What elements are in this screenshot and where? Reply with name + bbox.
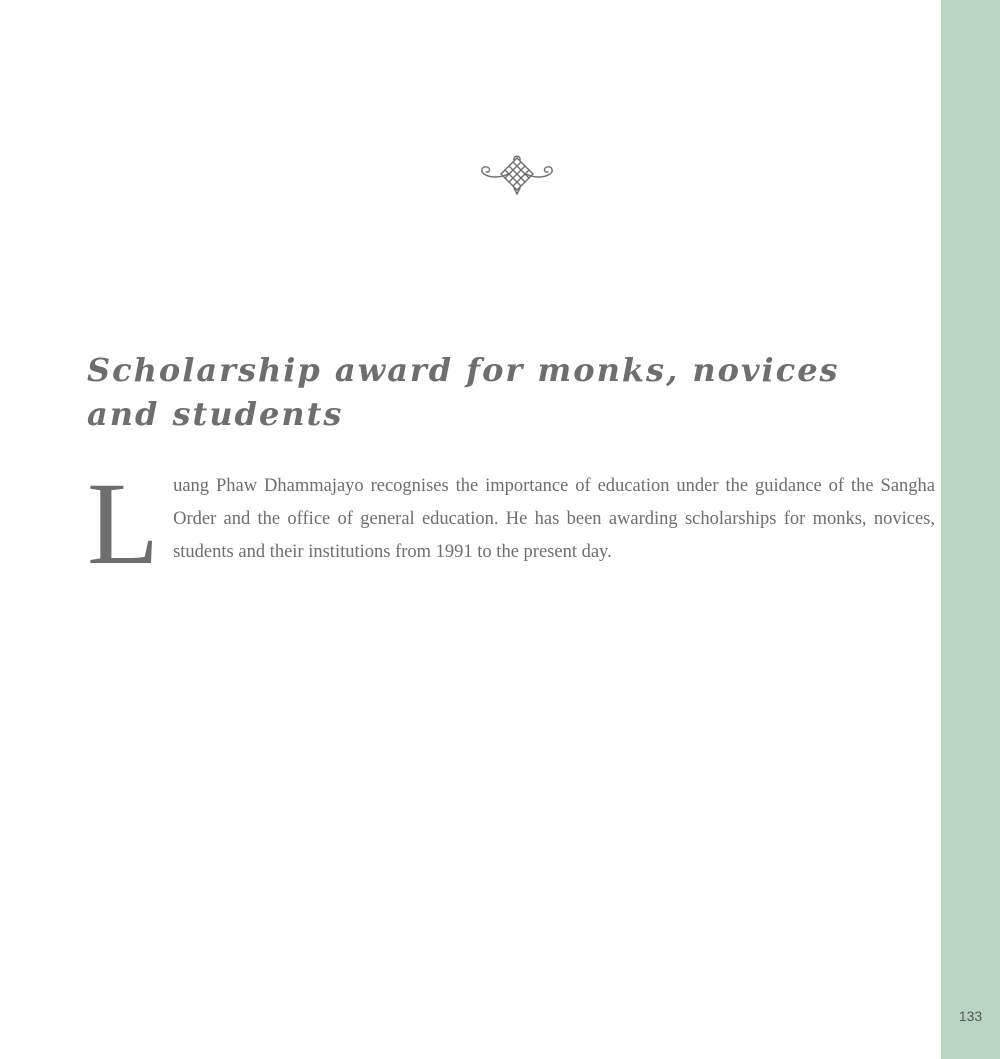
body-text: uang Phaw Dhammajayo recognises the importance of education under the guidance of the Sangha Order and the office of general education. He has been awarding scholarships for monks, novices, students and their institutions from 1991 to the present day. — [173, 476, 935, 562]
drop-cap: L — [87, 458, 160, 589]
body-paragraph — [87, 458, 935, 589]
side-color-band — [941, 0, 1000, 1059]
knot-ornament-icon — [478, 154, 556, 196]
page-number: 133 — [958, 1008, 983, 1024]
section-heading: Scholarship award for monks, novices and students — [87, 351, 840, 433]
